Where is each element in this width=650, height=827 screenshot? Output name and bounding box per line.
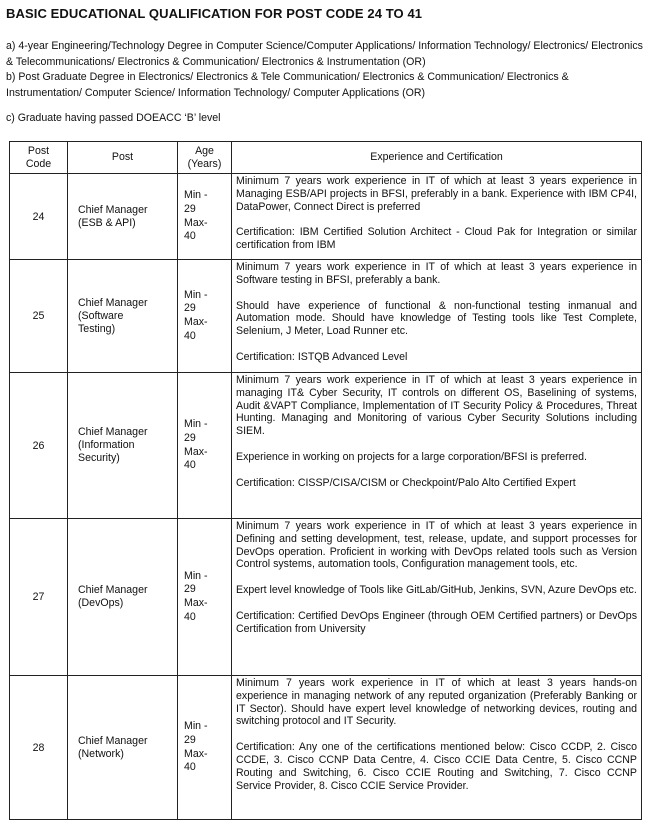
table-header-row [10, 142, 642, 174]
experience-paragraph: Expert level knowledge of Tools like GitLab/GitHub, Jenkins, SVN, Azure DevOps etc. [236, 584, 637, 597]
age-line: 40 [184, 761, 196, 774]
age-line: Max- [184, 316, 208, 328]
experience-paragraph: Certification: Any one of the certifications mentioned below: Cisco CCDP, 2. Cisco CCDE, 3. Cisco CCNP Data Centre, 4. Cisco CCIE Data Centre, 5. Cisco CCNP Routing and Switching, 6. Cisco CCIE Routing and Switching, 7. Cisco CCNP Service Provider, 8. Cisco CCIE Service Provider. [236, 741, 637, 792]
experience-cell [232, 676, 642, 820]
experience-paragraph: Minimum 7 years work experience in IT of which at least 3 years experience in Software testing in BFSI, preferably a bank. [236, 261, 637, 286]
post-code-cell: 26 [10, 373, 68, 519]
age-line: Min - [184, 569, 208, 582]
experience-paragraph: Certification: IBM Certified Solution Architect - Cloud Pak for Integration or similar certification from IBM [236, 226, 637, 252]
age-line: 29 [184, 202, 196, 215]
post-name-line: (Information [78, 439, 135, 451]
post-name-line: Chief Manager [78, 426, 148, 438]
age-cell [178, 174, 232, 260]
post-name-line: Testing) [78, 322, 116, 335]
experience-paragraph: Should have experience of functional & non-functional testing inmanual and Automation mode. Should have knowledge of Testing tools like Test Complete, Selenium, J Meter, Load Runner etc. [236, 299, 637, 338]
post-name-line: Chief Manager [78, 203, 148, 216]
post-name-cell [68, 676, 178, 820]
age-line: 29 [184, 302, 196, 315]
age-line: 40 [184, 230, 196, 243]
table-row [10, 260, 642, 373]
post-name-line: Security) [78, 452, 120, 464]
experience-paragraph: Minimum 7 years work experience in IT of which at least 3 years experience in managing IT& Cyber Security, IT controls on different OS, Baselining of systems, Audit &VAPT Compliance, Implementation of IT Security Policy & Procedures, Threat Hunting. Managing and Monitoring of various Cyber Security Solutions including SIEM. [236, 374, 637, 438]
post-name-cell [68, 260, 178, 373]
post-code-cell: 24 [10, 174, 68, 260]
experience-cell [232, 260, 642, 373]
post-code-cell: 25 [10, 260, 68, 373]
header-experience: Experience and Certification [232, 142, 642, 174]
experience-paragraph: Minimum 7 years work experience in IT of which at least 3 years experience in Defining and setting development, test, release, update, and support processes for DevOps operation. Proficient in working with DevOps related tools such as Version Control systems, automation tools, Configuration management tools, etc. [236, 520, 637, 571]
header-post: Post [68, 142, 178, 174]
table-row [10, 373, 642, 519]
age-cell [178, 260, 232, 373]
post-name-line: Chief Manager [78, 296, 148, 309]
post-name-cell [68, 174, 178, 260]
age-line: 40 [184, 459, 196, 472]
age-line: 29 [184, 733, 196, 746]
post-code-cell: 27 [10, 519, 68, 676]
age-line: 40 [184, 610, 196, 623]
qualification-c: c) Graduate having passed DOEACC ‘B’ level [6, 112, 221, 125]
age-cell [178, 373, 232, 519]
table-row [10, 519, 642, 676]
experience-cell [232, 519, 642, 676]
post-name-line: (ESB & API) [78, 216, 136, 229]
experience-cell [232, 174, 642, 260]
age-line: Min - [184, 189, 208, 202]
experience-paragraph: Certification: Certified DevOps Engineer (through OEM Certified partners) or DevOps Certification from University [236, 609, 637, 635]
post-name-line: Chief Manager [78, 584, 148, 596]
age-line: 40 [184, 329, 196, 342]
qualification-list [6, 39, 644, 101]
age-line: Max- [184, 597, 208, 609]
table-row [10, 174, 642, 260]
experience-paragraph: Experience in working on projects for a large corporation/BFSI is preferred. [236, 450, 587, 463]
post-name-cell [68, 519, 178, 676]
header-post-code: Post Code [10, 142, 68, 174]
posts-table [9, 141, 642, 820]
table-row [10, 676, 642, 820]
page-title: BASIC EDUCATIONAL QUALIFICATION FOR POST CODE 24 TO 41 [6, 6, 423, 21]
age-line: Max- [184, 747, 208, 760]
age-line: Min - [184, 720, 208, 733]
post-name-line: (Network) [78, 747, 124, 760]
post-name-line: Chief Manager [78, 734, 148, 747]
age-line: Max- [184, 216, 208, 229]
age-line: Max- [184, 445, 208, 458]
document [6, 5, 644, 125]
age-cell [178, 519, 232, 676]
post-name-cell [68, 373, 178, 519]
experience-paragraph: Minimum 7 years work experience in IT of which at least 3 years experience in Managing ESB/API projects in BFSI, preferably in a bank. Experience with IBM CP4I, DataPower, Connect Direct is preferred [236, 175, 637, 213]
post-name-line: (Software [78, 309, 124, 322]
age-line: 29 [184, 431, 196, 444]
qualification-b: b) Post Graduate Degree in Electronics/ Electronics & Tele Communication/ Electronics & Communication/ Electronics & Instrumentation/ Computer Science/ Information Technology/ Computer Applications (OR) [6, 71, 569, 99]
post-code-cell: 28 [10, 676, 68, 820]
age-line: Min - [184, 288, 208, 301]
header-age: Age (Years) [178, 142, 232, 174]
age-line: 29 [184, 583, 196, 596]
age-line: Min - [184, 418, 208, 431]
experience-paragraph: Certification: ISTQB Advanced Level [236, 350, 408, 363]
experience-cell [232, 373, 642, 519]
experience-paragraph: Certification: CISSP/CISA/CISM or Checkpoint/Palo Alto Certified Expert [236, 476, 576, 489]
experience-paragraph: Minimum 7 years work experience in IT of which at least 3 years hands-on experience in managing network of any reputed organization (Preferably Banking or IT Sector). Should have expert level knowledge of networking devices, routing and switching protocol and IT Security. [236, 677, 637, 728]
qualification-a: a) 4-year Engineering/Technology Degree in Computer Science/Computer Applications/ Information Technology/ Electronics/ Electronics & Telecommunications/ Electronics & Communication/ Electronics & Instrumentation (OR) [6, 40, 643, 68]
post-name-line: (DevOps) [78, 597, 124, 609]
age-cell [178, 676, 232, 820]
